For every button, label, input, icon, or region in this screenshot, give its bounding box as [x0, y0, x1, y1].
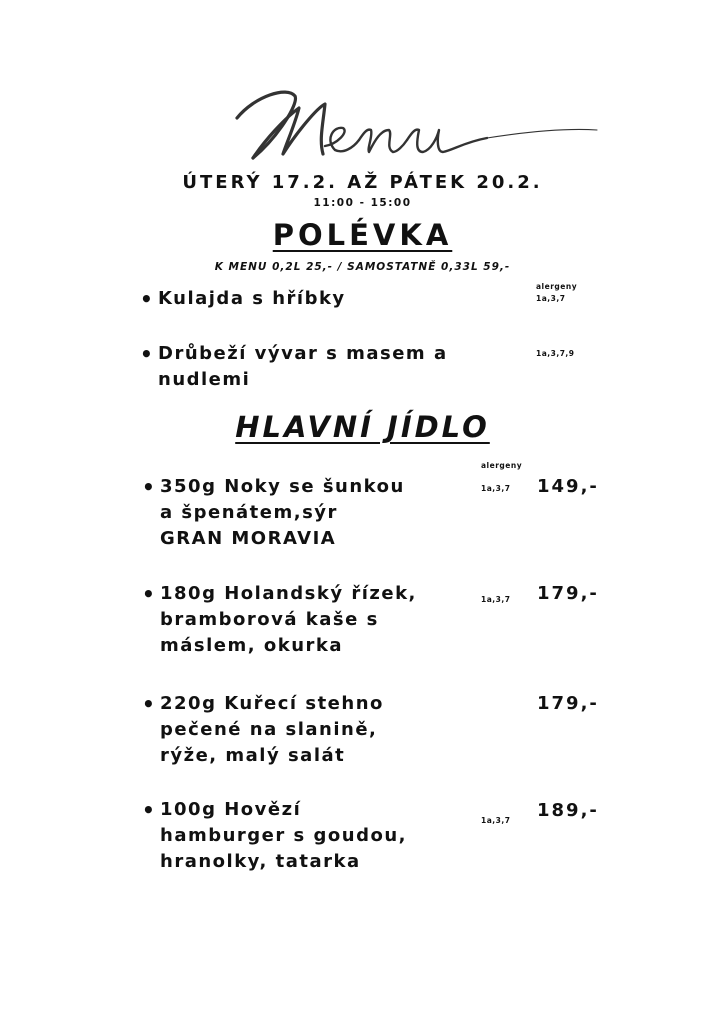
- dish-line: GRAN MORAVIA: [160, 528, 337, 549]
- dish-price: 189,-: [537, 800, 599, 821]
- dish-line: 350g Noky se šunkou: [160, 476, 405, 497]
- dish-line: 100g Hovězí: [160, 799, 302, 820]
- soup-item-name-line: Drůbeží vývar s masem a: [158, 343, 448, 364]
- list-item: [142, 474, 405, 552]
- soup-item-name-line: nudlemi: [158, 369, 251, 390]
- dish-line: hamburger s goudou,: [160, 825, 407, 846]
- list-item: [142, 581, 417, 659]
- dish-price: 179,-: [537, 583, 599, 604]
- soup-allergen-header: alergeny: [536, 282, 578, 291]
- menu-script-logo: [225, 78, 605, 178]
- dish-line: 220g Kuřecí stehno: [160, 693, 384, 714]
- list-item: [140, 286, 346, 312]
- main-allergen-header: alergeny: [481, 461, 523, 470]
- dish-line: rýže, malý salát: [160, 745, 346, 766]
- dish-allergens: 1a,3,7: [481, 484, 511, 493]
- soup-item-name: Kulajda s hříbky: [158, 288, 346, 309]
- dish-line: a špenátem,sýr: [160, 502, 338, 523]
- dish-price: 149,-: [537, 476, 599, 497]
- dish-allergens: 1a,3,7: [481, 595, 511, 604]
- list-item: [140, 341, 448, 367]
- bullet-icon: •: [142, 798, 157, 822]
- dish-allergens: 1a,3,7: [481, 816, 511, 825]
- date-range: ÚTERÝ 17.2. AŽ PÁTEK 20.2.: [182, 172, 543, 193]
- soup-item-allergens: 1a,3,7: [536, 294, 566, 303]
- bullet-icon: •: [140, 342, 155, 366]
- bullet-icon: •: [140, 287, 155, 311]
- dish-line: máslem, okurka: [160, 635, 343, 656]
- opening-hours: 11:00 - 15:00: [313, 197, 412, 209]
- list-item: [142, 691, 384, 769]
- bullet-icon: •: [142, 692, 157, 716]
- soup-section-title: POLÉVKA: [272, 218, 453, 252]
- dish-line: pečené na slanině,: [160, 719, 378, 740]
- bullet-icon: •: [142, 475, 157, 499]
- dish-line: bramborová kaše s: [160, 609, 379, 630]
- dish-price: 179,-: [537, 693, 599, 714]
- bullet-icon: •: [142, 582, 157, 606]
- dish-line: hranolky, tatarka: [160, 851, 361, 872]
- dish-line: 180g Holandský řízek,: [160, 583, 417, 604]
- soup-item-allergens: 1a,3,7,9: [536, 349, 575, 358]
- soup-price-note: K MENU 0,2L 25,- / SAMOSTATNĚ 0,33L 59,-: [214, 261, 511, 273]
- main-section-title: HLAVNÍ JÍDLO: [235, 410, 490, 444]
- list-item: [142, 797, 407, 875]
